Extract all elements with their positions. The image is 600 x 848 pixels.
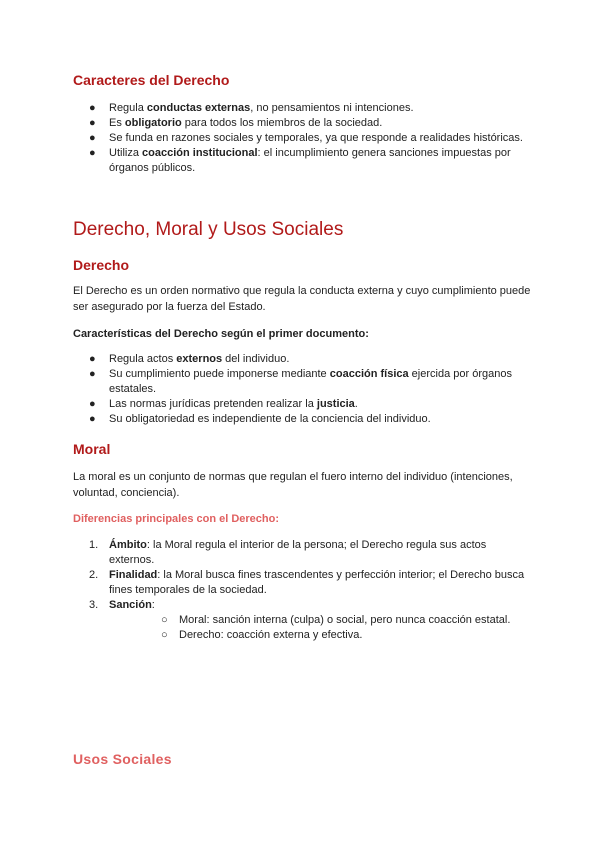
list-item: ● Se funda en razones sociales y temporales, ya que responde a realidades históricas.: [89, 132, 523, 144]
list-item: ● Regula conductas externas, no pensamientos ni intenciones.: [89, 102, 414, 114]
list-item: ● Es obligatorio para todos los miembros de la sociedad.: [89, 117, 383, 129]
heading-usos-sociales: Usos Sociales: [73, 751, 172, 767]
list-item: ○ Derecho: coacción externa y efectiva.: [161, 629, 363, 641]
heading-caracteres: Caracteres del Derecho: [73, 72, 230, 88]
heading-derecho: Derecho: [73, 257, 130, 273]
derecho-paragraph: El Derecho es un orden normativo que regula la conducta externa y cuyo cumplimiento puede ser asegurado por la fuerza del Estado.: [73, 285, 531, 313]
main-heading: Derecho, Moral y Usos Sociales: [73, 219, 344, 240]
list-item: 3. Sanción: ○ Moral: sanción interna (culpa) o social, pero nunca coacción estatal. ○ Derecho: coacción externa y efectiva.: [73, 598, 533, 643]
derecho-subheading: Características del Derecho según el primer documento:: [73, 328, 369, 340]
list-item: ● Su obligatoriedad es independiente de la conciencia del individuo.: [89, 413, 431, 425]
derecho-list: [73, 352, 533, 427]
list-item: 1. Ámbito: la Moral regula el interior de la persona; el Derecho regula sus actos externos.: [89, 539, 487, 566]
moral-differences-list: [73, 538, 533, 643]
list-item: ● Las normas jurídicas pretenden realizar la justicia.: [89, 398, 358, 410]
list-item: ○ Moral: sanción interna (culpa) o social, pero nunca coacción estatal.: [161, 614, 511, 626]
list-item: ● Su cumplimiento puede imponerse mediante coacción física ejercida por órganos estatales.: [89, 368, 512, 395]
caracteres-list: [73, 101, 533, 176]
list-item: ● Regula actos externos del individuo.: [89, 353, 290, 365]
list-item: ● Utiliza coacción institucional: el incumplimiento genera sanciones impuestas por órganos públicos.: [89, 147, 511, 174]
heading-moral: Moral: [73, 441, 111, 457]
moral-paragraph: La moral es un conjunto de normas que regulan el fuero interno del individuo (intenciones, voluntad, conciencia).: [73, 471, 513, 499]
moral-subheading: Diferencias principales con el Derecho:: [73, 513, 280, 525]
sancion-sublist: [109, 613, 533, 643]
list-item: 2. Finalidad: la Moral busca fines trascendentes y perfección interior; el Derecho busca fines temporales de la sociedad.: [89, 569, 525, 596]
